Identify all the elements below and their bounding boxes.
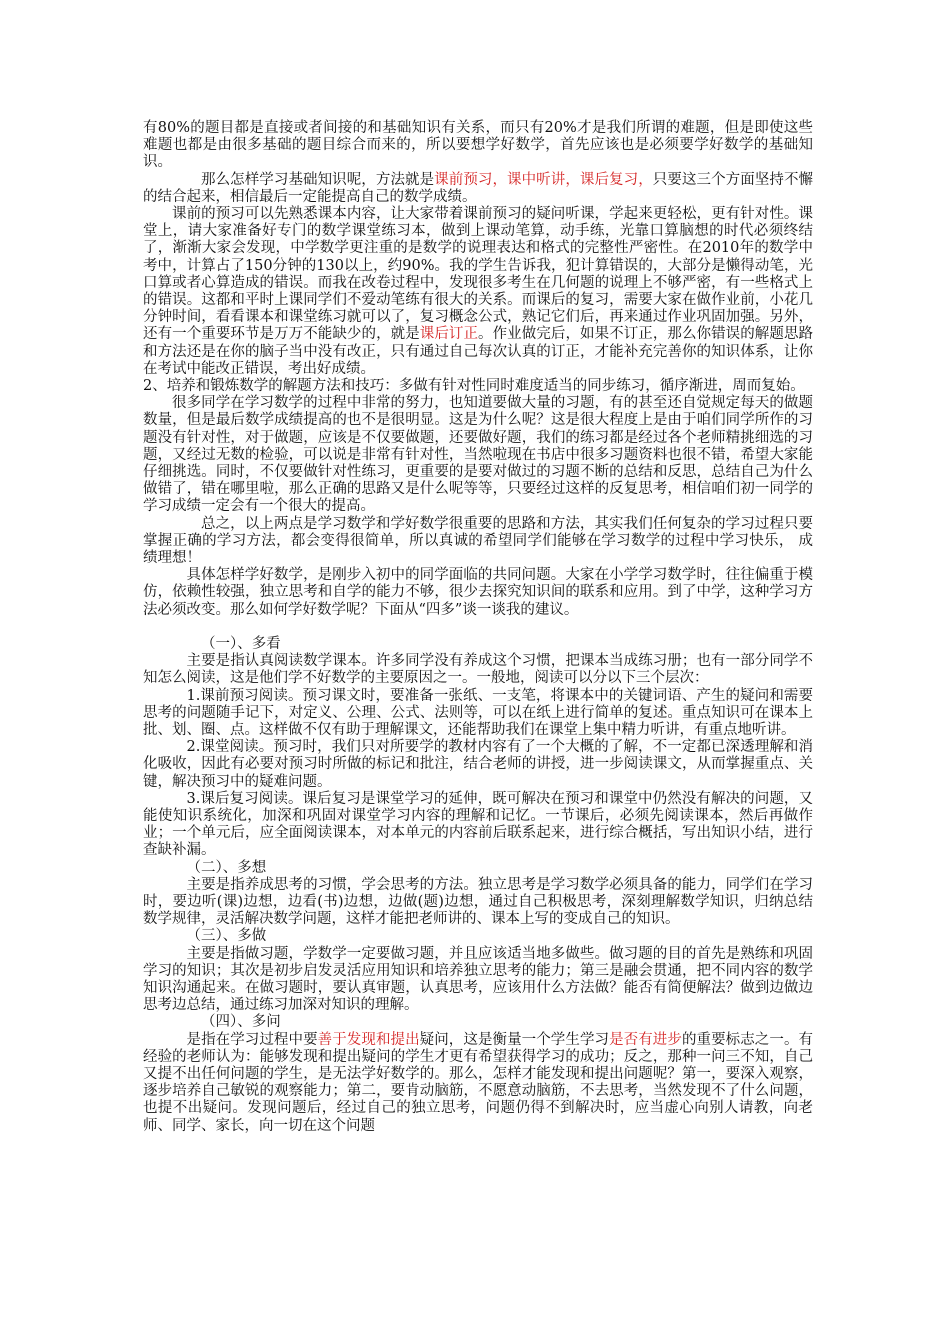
paragraph-method [143, 172, 813, 206]
highlight-text: 课前预习，课中听讲，课后复习， [434, 171, 653, 188]
section-title-do: （三）、多做 [186, 928, 267, 945]
section-body-think: 主要是指养成思考的习惯，学会思考的方法。独立思考是学习数学必须具备的能力，同学们在学习时，要边听(课)边想，边看(书)边想，边做(题)边想，通过自己积极思考，深刻理解数学知识，归纳总结数学规律，灵活解决数学问题，这样才能把老师讲的、课本上写的变成自己的知识。 [143, 876, 813, 928]
paragraph-practice: 很多同学在学习数学的过程中非常的努力，也知道要做大量的习题，有的甚至还自觉规定每天的做题数量，但是最后数学成绩提高的也不是很明显。这是为什么呢？这是很大程度上是由于咱们同学所作的习题没有针对性，对于做题，应该是不仅要做题，还要做好题，我们的练习都是经过各个老师精挑细选的习题，又经过无数的检验，可以说是非常有针对性，当然啦现在书店中很多习题资料也很不错，希望大家能仔细挑选。同时，不仅要做针对性练习，更重要的是要对做过的习题不断的总结和反思，总结自己为什么做错了，错在哪里啦，那么正确的思路又是什么呢等等，只要经过这样的反复思考，相信咱们初一同学的学习成绩一定会有一个很大的提高。 [143, 395, 813, 515]
paragraph-preview [143, 206, 813, 378]
text-segment: 那么怎样学习基础知识呢，方法就是 [201, 171, 435, 188]
paragraph-basic-knowledge: 有80%的题目都是直接或者间接的和基础知识有关系，而只有20%才是我们所谓的难题，但是即使这些难题也都是由很多基础的题目综合而来的，所以要想学好数学，首先应该也是必须要学好数学的基础知识。 [143, 120, 813, 171]
list-item-class-reading: 2.课堂阅读。预习时，我们只对所要学的教材内容有了一个大概的了解，不一定都已深透理解和消化吸收，因此有必要对预习时所做的标记和批注，结合老师的讲授，进一步阅读课文，从而掌握重点、关键，解决预习中的疑难问题。 [143, 739, 813, 790]
list-item-review-reading: 3.课后复习阅读。课后复习是课堂学习的延伸，既可解决在预习和课堂中仍然没有解决的问题，又能使知识系统化，加深和巩固对课堂学习内容的理解和记忆。一节课后，必须先阅读课本，然后再做作业；一个单元后，应全面阅读课本，对本单元的内容前后联系起来，进行综合概括，写出知识小结，进行查缺补漏。 [143, 790, 813, 859]
highlight-text: 善于发现和提出 [317, 1031, 420, 1048]
highlight-text: 课后订正 [419, 326, 479, 343]
list-item-preview-reading: 1.课前预习阅读。预习课文时，要准备一张纸、一支笔，将课本中的关键词语、产生的疑问和需要思考的问题随手记下，对定义、公理、公式、法则等，可以在纸上进行简单的复述。重点知识可在课本上批、划、圈、点。这样做不仅有助于理解课文，还能帮助我们在课堂上集中精力听讲，有重点地听讲。 [143, 687, 813, 738]
blank-line [143, 619, 813, 636]
paragraph-how-to-learn: 具体怎样学好数学，是刚步入初中的同学面临的共同问题。大家在小学学习数学时，往往偏重于模仿，依赖性较强，独立思考和自学的能力不够，很少去探究知识间的联系和应用。到了中学，这种学习方法必须改变。那么如何学好数学呢？下面从“四多”谈一谈我的建议。 [143, 567, 813, 618]
text-segment: 疑问，这是衡量一个学生学习 [419, 1031, 610, 1048]
text-segment: 。作业做完后，如果不订正，那么你错误的解题思路和方法还是在你的脑子当中没有改正，只有通过自己每次认真的订正，才能补充完善你的知识体系，让你在考试中能改正错误，考出好成绩。 [143, 326, 814, 377]
text-segment: 是指在学习过程中要 [186, 1031, 318, 1048]
section-title-think: （二）、多想 [186, 859, 267, 876]
section-title-ask: （四）、多问 [201, 1014, 281, 1031]
text-segment: 的重要标志之一。有经验的老师认为：能够发现和提出疑问的学生才更有希望获得学习的成功；反之，那种一问三不知，自己又提不出任何问题的学生，是无法学好数学的。那么，怎样才能发现和提出问题呢？第一，要深入观察，逐步培养自己敏锐的观察能力；第二，要肯动脑筋，不愿意动脑筋，不去思考，当然发现不了什么问题，也提不出疑问。发现问题后，经过自己的独立思考，问题仍得不到解决时，应当虚心向别人请教，向老师、同学、家长，向一切在这个问题 [143, 1031, 814, 1134]
paragraph-summary: 总之，以上两点是学习数学和学好数学很重要的思路和方法，其实我们任何复杂的学习过程只要掌握正确的学习方法，都会变得很简单，所以真诚的希望同学们能够在学习数学的过程中学习快乐， 成绩理想！ [143, 515, 813, 567]
highlight-text: 是否有进步 [609, 1031, 682, 1048]
section-body-do: 主要是指做习题，学数学一定要做习题，并且应该适当地多做些。做习题的目的首先是熟练和巩固学习的知识；其次是初步启发灵活应用知识和培养独立思考的能力；第三是融会贯通，把不同内容的数学知识沟通起来。在做习题时，要认真审题，认真思考，应该用什么方法做？能否有简便解法？做到边做边思考边总结，通过练习加深对知识的理解。 [143, 945, 813, 1014]
text-segment: 课前的预习可以先熟悉课本内容，让大家带着课前预习的疑问听课，学起来更轻松，更有针对性。课堂上，请大家准备好专门的数学课堂练习本，做到上课动笔算，动手练，光靠口算脑想的时代必须终结了，渐渐大家会发现，中学数学更注重的是数学的说理表达和格式的完整性严密性。在2010年的数学中考中，计算占了150分钟的130以上，约90%。我的学生告诉我，犯计算错误的，大部分是懒得动笔，光口算或者心算造成的错误。而我在改卷过程中，发现很多考生在几何题的说理上不够严密，有一些格式上的错误。这都和平时上课同学们不爱动笔练有很大的关系。而课后的复习，需要大家在做作业前，小花几分钟时间，看看课本和课堂练习就可以了，复习概念公式，熟记它们后，再来通过作业巩固加强。另外，还有一个重要环节是万万不能缺少的，就是 [143, 206, 813, 343]
section-body-ask [143, 1032, 813, 1135]
paragraph-point-2: 2、培养和锻炼数学的解题方法和技巧：多做有针对性同时难度适当的同步练习，循序渐进，周而复始。 [143, 378, 805, 395]
text-segment: 只要这三个方面坚持不懈的结合起来，相信最后一定能提高自己的数学成绩。 [143, 171, 814, 205]
section-body-look: 主要是指认真阅读数学课本。许多同学没有养成这个习惯，把课本当成练习册；也有一部分同学不知怎么阅读，这是他们学不好数学的主要原因之一。一般地，阅读可以分以下三个层次： [143, 653, 813, 687]
section-title-look: （一）、多看 [201, 635, 281, 652]
document-page [143, 120, 813, 1135]
